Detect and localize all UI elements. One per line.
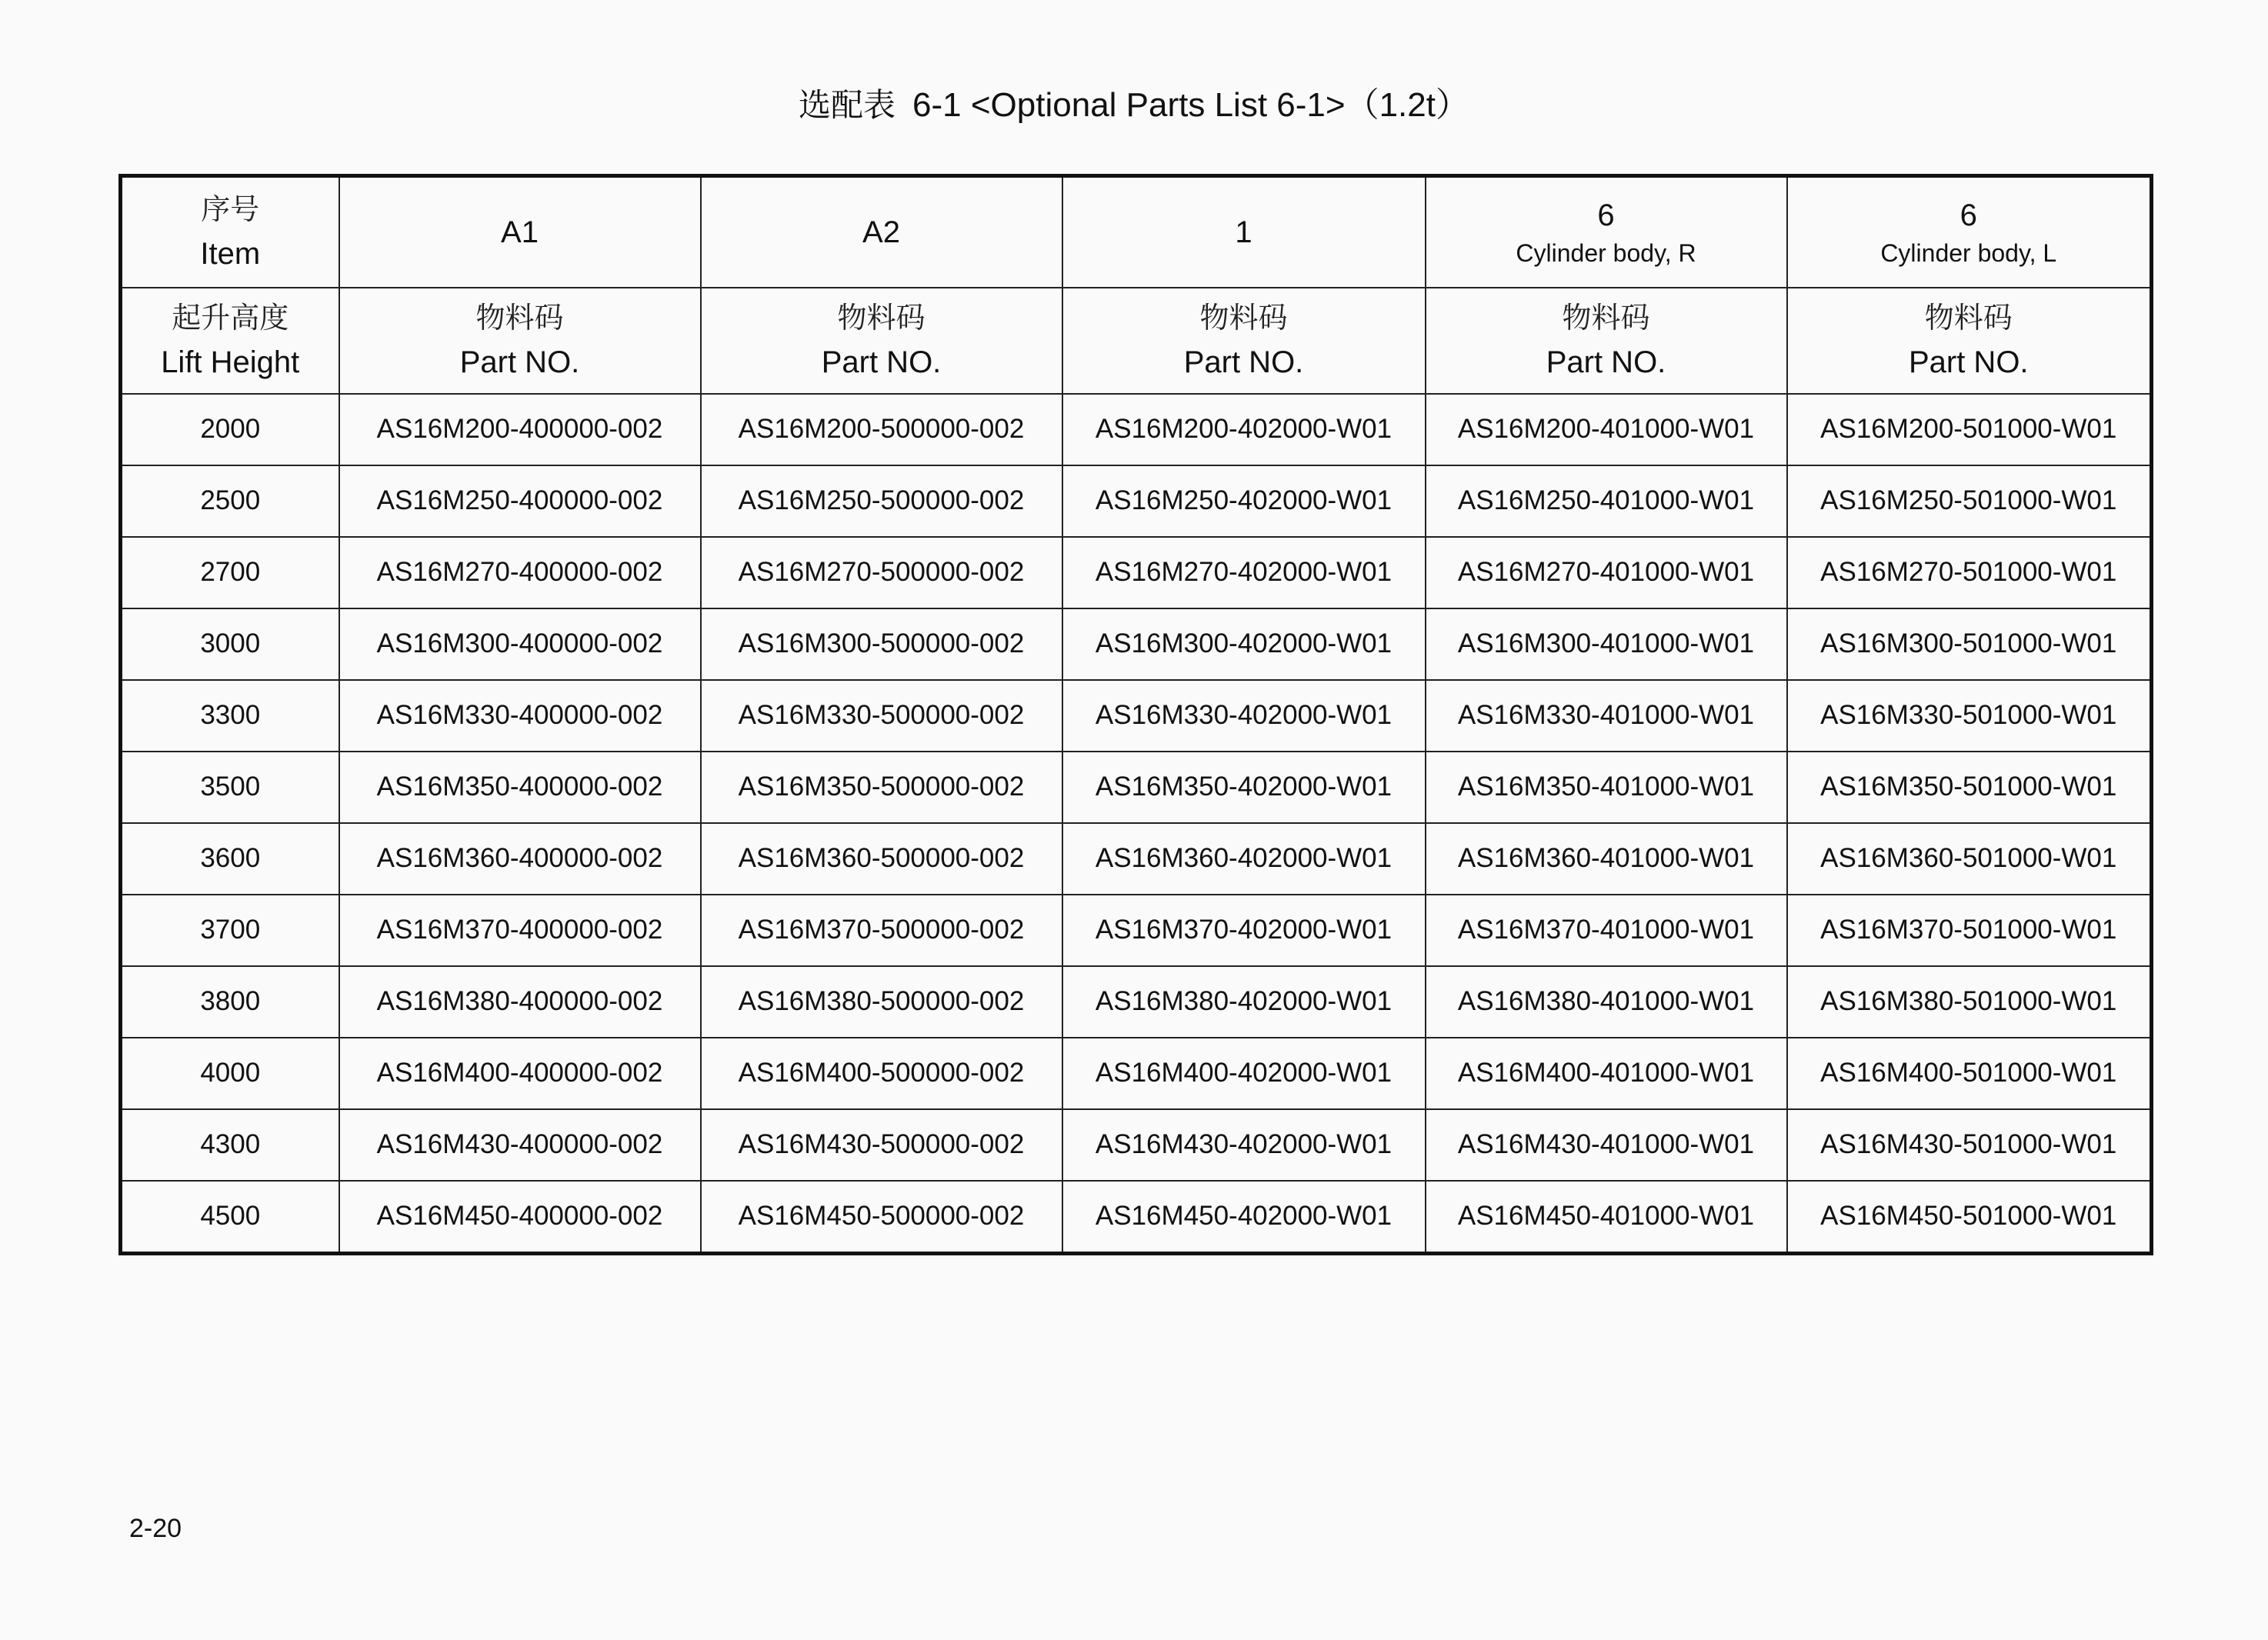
part-number-cell: AS16M250-402000-W01 [1062, 465, 1426, 537]
part-number-cell: AS16M360-501000-W01 [1787, 823, 2152, 895]
part-number-cell: AS16M200-400000-002 [339, 394, 701, 465]
col-item-label: 1 [1235, 215, 1252, 249]
header-lift-height-cell [121, 288, 339, 394]
col-item-desc: Cylinder body, R [1516, 238, 1696, 267]
part-number-cell: AS16M400-501000-W01 [1787, 1038, 2152, 1109]
part-number-cell: AS16M360-400000-002 [339, 823, 701, 895]
partno-label-cn: 物料码 [1199, 301, 1288, 335]
col-item-label: A1 [501, 215, 539, 249]
table-row [121, 966, 2152, 1038]
partno-label-en: Part NO. [1546, 345, 1666, 379]
partno-label-en: Part NO. [821, 345, 942, 379]
part-number-cell: AS16M250-400000-002 [339, 465, 701, 537]
part-number-cell: AS16M200-402000-W01 [1062, 394, 1426, 465]
lift-height-cell: 3300 [121, 680, 339, 752]
part-number-cell: AS16M250-501000-W01 [1787, 465, 2152, 537]
item-label-cn: 序号 [201, 192, 260, 227]
part-number-cell: AS16M360-500000-002 [701, 823, 1062, 895]
header-row-item [121, 176, 2152, 288]
header-item-cell [121, 176, 339, 288]
lift-height-cell: 3700 [121, 895, 339, 966]
lift-height-cell: 3600 [121, 823, 339, 895]
item-label-en: Item [200, 236, 261, 271]
part-number-cell: AS16M380-401000-W01 [1426, 966, 1787, 1038]
header-col-a2 [701, 176, 1062, 288]
part-number-cell: AS16M380-400000-002 [339, 966, 701, 1038]
col-item-desc: Cylinder body, L [1880, 238, 2057, 267]
header-partno-cell [701, 288, 1062, 394]
part-number-cell: AS16M370-402000-W01 [1062, 895, 1426, 966]
table-row [121, 394, 2152, 465]
part-number-cell: AS16M380-402000-W01 [1062, 966, 1426, 1038]
lift-height-cell: 2500 [121, 465, 339, 537]
part-number-cell: AS16M350-400000-002 [339, 752, 701, 823]
part-number-cell: AS16M430-501000-W01 [1787, 1109, 2152, 1181]
part-number-cell: AS16M270-501000-W01 [1787, 537, 2152, 608]
part-number-cell: AS16M330-402000-W01 [1062, 680, 1426, 752]
lift-height-cell: 4300 [121, 1109, 339, 1181]
table-row [121, 680, 2152, 752]
part-number-cell: AS16M430-400000-002 [339, 1109, 701, 1181]
part-number-cell: AS16M350-402000-W01 [1062, 752, 1426, 823]
table-row [121, 1181, 2152, 1254]
lift-height-label-en: Lift Height [161, 345, 300, 379]
col-item-label: 6 [1597, 198, 1615, 232]
col-item-label: 6 [1959, 198, 1977, 232]
part-number-cell: AS16M450-501000-W01 [1787, 1181, 2152, 1254]
part-number-cell: AS16M430-401000-W01 [1426, 1109, 1787, 1181]
part-number-cell: AS16M380-501000-W01 [1787, 966, 2152, 1038]
partno-label-en: Part NO. [1183, 345, 1304, 379]
part-number-cell: AS16M370-400000-002 [339, 895, 701, 966]
header-col-6-r [1426, 176, 1787, 288]
part-number-cell: AS16M330-500000-002 [701, 680, 1062, 752]
part-number-cell: AS16M300-400000-002 [339, 608, 701, 680]
part-number-cell: AS16M400-500000-002 [701, 1038, 1062, 1109]
table-row [121, 1109, 2152, 1181]
part-number-cell: AS16M370-500000-002 [701, 895, 1062, 966]
partno-label-cn: 物料码 [1924, 301, 2013, 335]
part-number-cell: AS16M270-400000-002 [339, 537, 701, 608]
lift-height-cell: 4500 [121, 1181, 339, 1254]
table-row [121, 537, 2152, 608]
table-row [121, 465, 2152, 537]
partno-label-en: Part NO. [1908, 345, 2029, 379]
part-number-cell: AS16M400-400000-002 [339, 1038, 701, 1109]
part-number-cell: AS16M270-401000-W01 [1426, 537, 1787, 608]
header-col-6-l [1787, 176, 2152, 288]
part-number-cell: AS16M350-501000-W01 [1787, 752, 2152, 823]
part-number-cell: AS16M430-500000-002 [701, 1109, 1062, 1181]
part-number-cell: AS16M430-402000-W01 [1062, 1109, 1426, 1181]
table-row [121, 1038, 2152, 1109]
partno-label-cn: 物料码 [475, 301, 564, 335]
title-en: 6-1 <Optional Parts List 6-1>（1.2t） [912, 86, 1469, 124]
page-title [0, 77, 2268, 126]
header-partno-cell [1426, 288, 1787, 394]
part-number-cell: AS16M400-401000-W01 [1426, 1038, 1787, 1109]
header-col-1 [1062, 176, 1426, 288]
lift-height-cell: 3000 [121, 608, 339, 680]
header-col-a1 [339, 176, 701, 288]
part-number-cell: AS16M360-402000-W01 [1062, 823, 1426, 895]
header-row-partno [121, 288, 2152, 394]
header-partno-cell [339, 288, 701, 394]
part-number-cell: AS16M200-500000-002 [701, 394, 1062, 465]
part-number-cell: AS16M300-501000-W01 [1787, 608, 2152, 680]
lift-height-cell: 3800 [121, 966, 339, 1038]
lift-height-cell: 3500 [121, 752, 339, 823]
partno-label-en: Part NO. [459, 345, 580, 379]
part-number-cell: AS16M330-400000-002 [339, 680, 701, 752]
part-number-cell: AS16M300-500000-002 [701, 608, 1062, 680]
table-row [121, 823, 2152, 895]
part-number-cell: AS16M330-401000-W01 [1426, 680, 1787, 752]
part-number-cell: AS16M270-402000-W01 [1062, 537, 1426, 608]
lift-height-cell: 4000 [121, 1038, 339, 1109]
part-number-cell: AS16M250-401000-W01 [1426, 465, 1787, 537]
part-number-cell: AS16M300-402000-W01 [1062, 608, 1426, 680]
header-partno-cell [1787, 288, 2152, 394]
part-number-cell: AS16M450-401000-W01 [1426, 1181, 1787, 1254]
title-cn: 选配表 [799, 86, 896, 124]
part-number-cell: AS16M250-500000-002 [701, 465, 1062, 537]
part-number-cell: AS16M450-400000-002 [339, 1181, 701, 1254]
part-number-cell: AS16M360-401000-W01 [1426, 823, 1787, 895]
header-partno-cell [1062, 288, 1426, 394]
part-number-cell: AS16M380-500000-002 [701, 966, 1062, 1038]
part-number-cell: AS16M200-401000-W01 [1426, 394, 1787, 465]
part-number-cell: AS16M330-501000-W01 [1787, 680, 2152, 752]
part-number-cell: AS16M450-500000-002 [701, 1181, 1062, 1254]
table-row [121, 752, 2152, 823]
partno-label-cn: 物料码 [1562, 301, 1650, 335]
part-number-cell: AS16M270-500000-002 [701, 537, 1062, 608]
part-number-cell: AS16M350-500000-002 [701, 752, 1062, 823]
table-row [121, 895, 2152, 966]
part-number-cell: AS16M300-401000-W01 [1426, 608, 1787, 680]
part-number-cell: AS16M450-402000-W01 [1062, 1181, 1426, 1254]
part-number-cell: AS16M370-501000-W01 [1787, 895, 2152, 966]
partno-label-cn: 物料码 [837, 301, 926, 335]
part-number-cell: AS16M400-402000-W01 [1062, 1038, 1426, 1109]
page-number: 2-20 [129, 1514, 182, 1543]
part-number-cell: AS16M370-401000-W01 [1426, 895, 1787, 966]
col-item-label: A2 [862, 215, 900, 249]
lift-height-cell: 2700 [121, 537, 339, 608]
optional-parts-table [118, 174, 2153, 1255]
part-number-cell: AS16M200-501000-W01 [1787, 394, 2152, 465]
part-number-cell: AS16M350-401000-W01 [1426, 752, 1787, 823]
lift-height-cell: 2000 [121, 394, 339, 465]
table-row [121, 608, 2152, 680]
lift-height-label-cn: 起升高度 [172, 301, 289, 335]
